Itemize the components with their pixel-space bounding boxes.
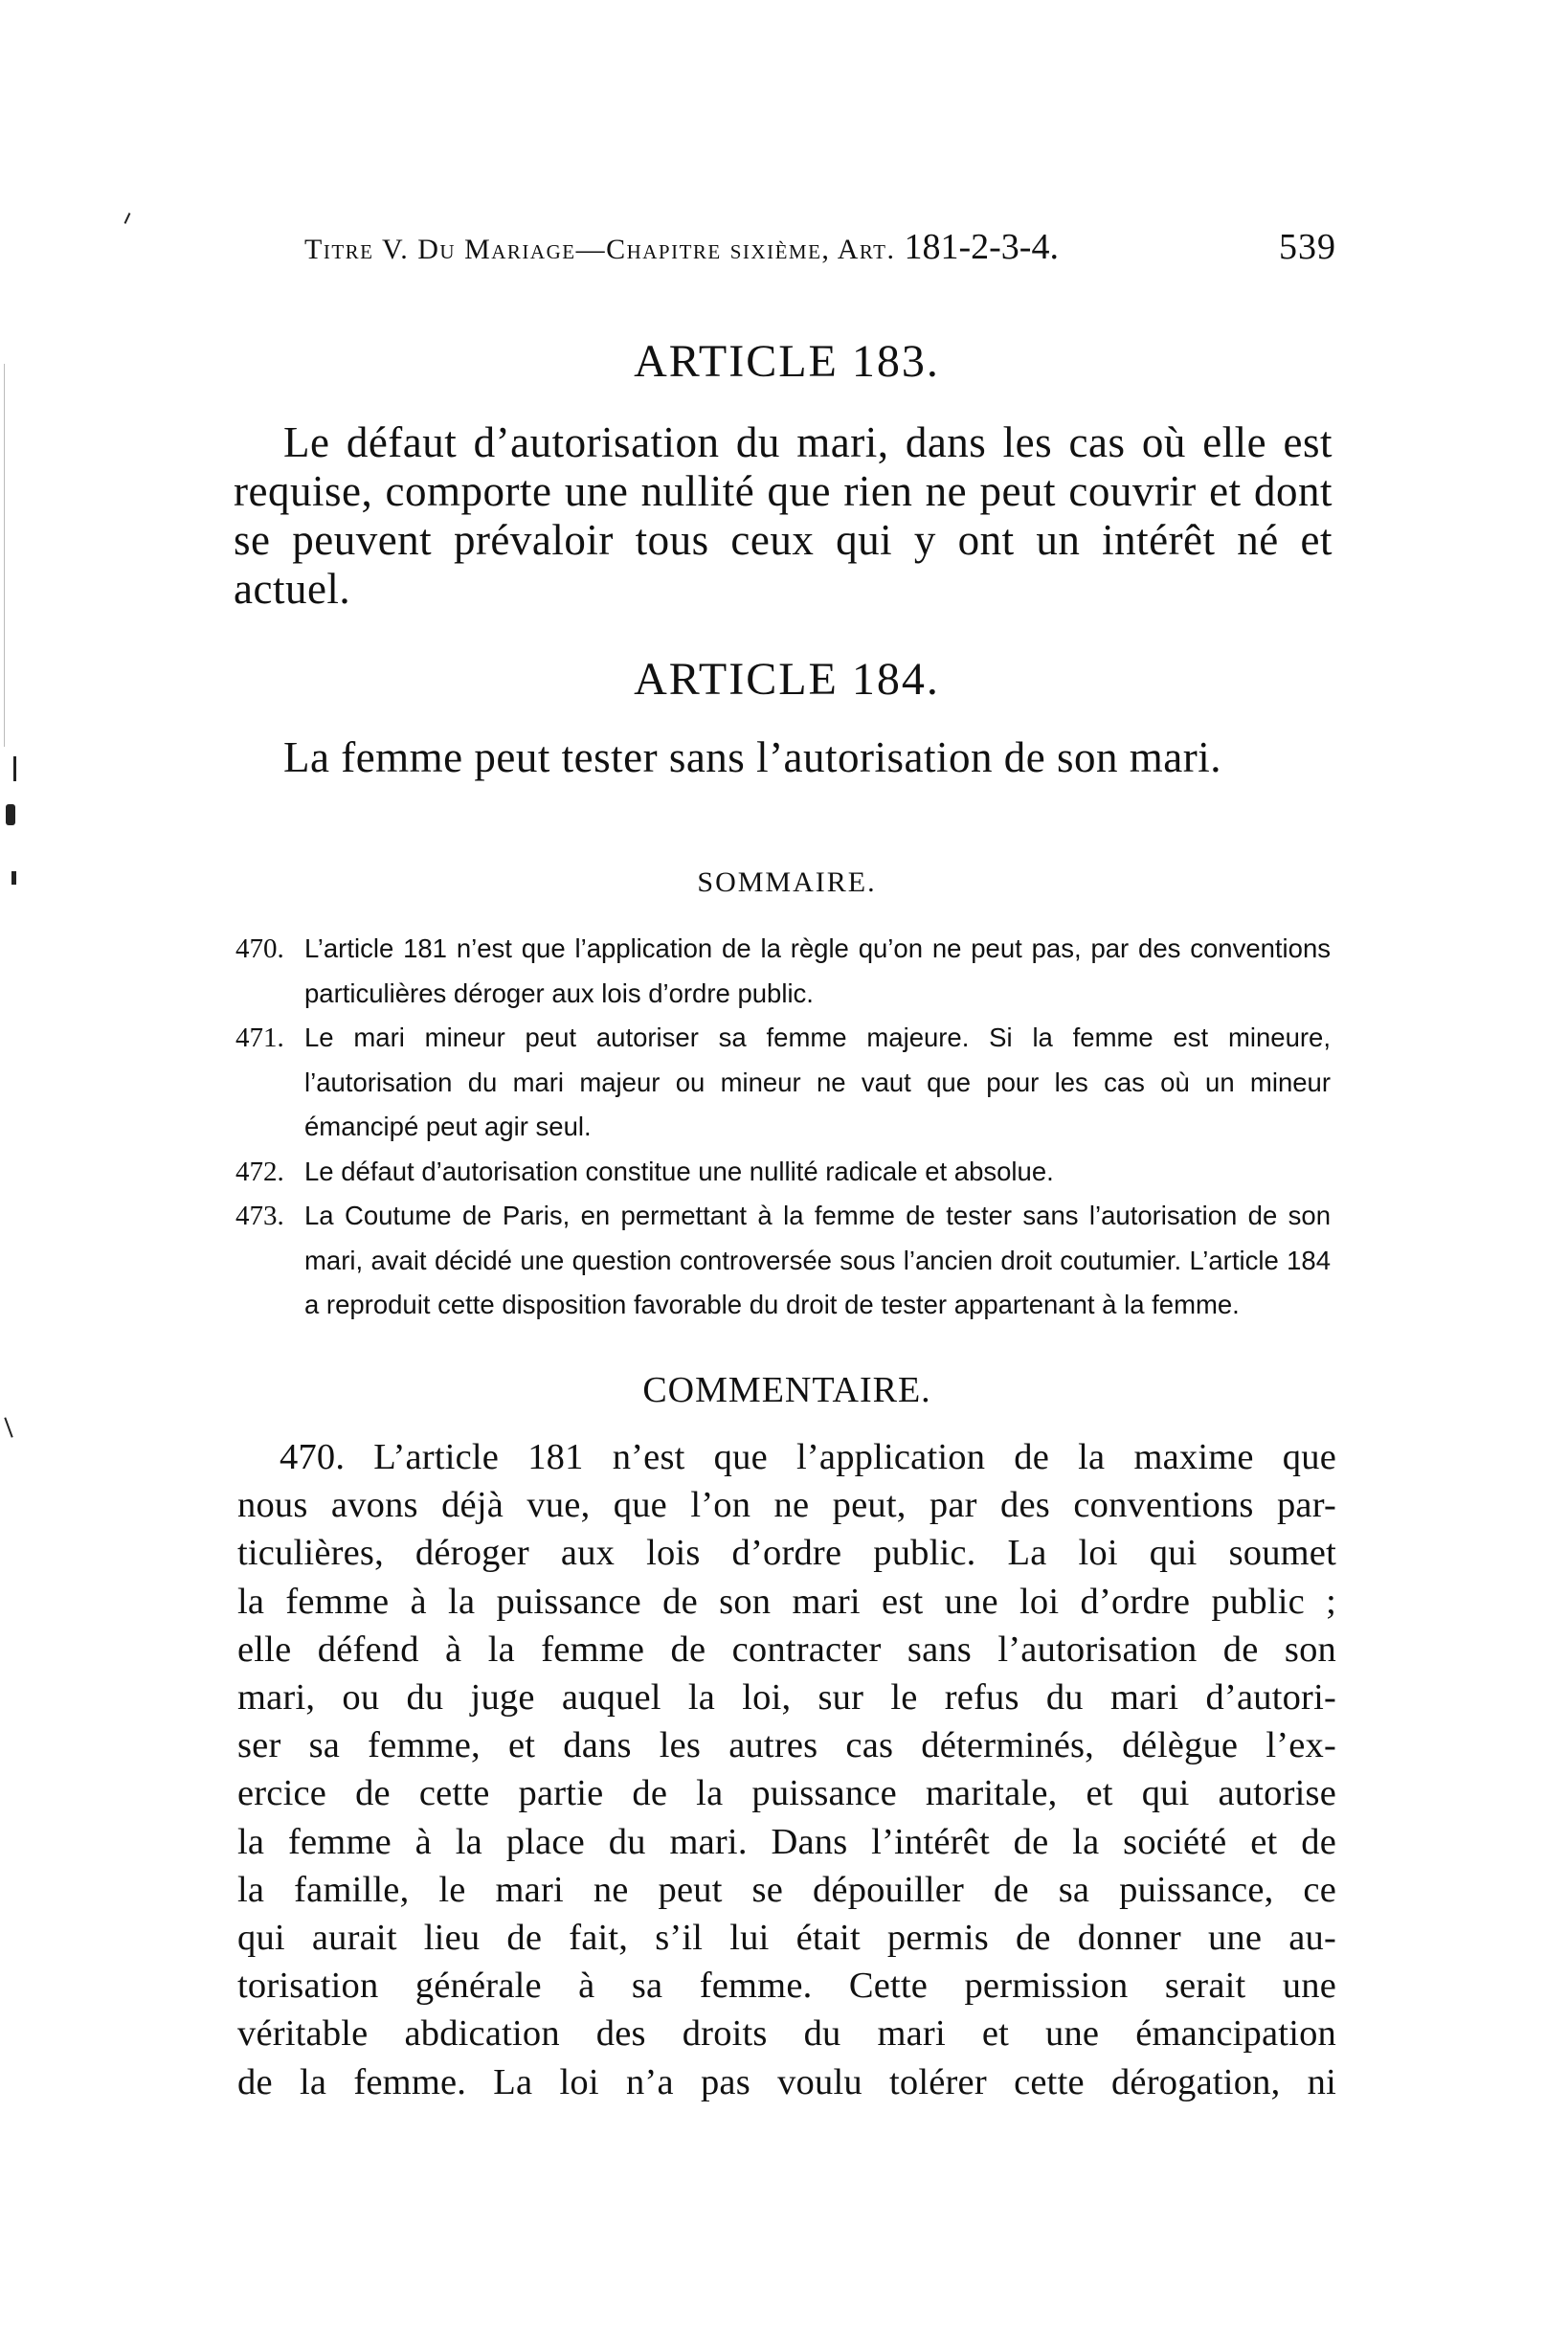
sommaire-item-number: 470. xyxy=(235,933,284,964)
sommaire-item-text: Le mari mineur peut autoriser sa femme majeure. Si la femme est mineure, l’autorisation du mari majeur ou mineur ne vaut que pour les cas où un mineur émancipé peut agir seul. xyxy=(304,1022,1331,1141)
commentaire-line: véritable abdication des droits du mari et une émancipation xyxy=(237,2013,1336,2055)
commentaire-line: ticulières, déroger aux lois d’ordre public. La loi qui soumet xyxy=(237,1533,1336,1574)
commentaire-line: ercice de cette partie de la puissance maritale, et qui autorise xyxy=(237,1773,1336,1814)
article-183-heading: ARTICLE 183. xyxy=(634,336,940,387)
sommaire-item xyxy=(235,1016,1336,1150)
sommaire-item xyxy=(235,927,1336,1016)
article-183-text xyxy=(234,418,1333,614)
commentaire-line: 470. L’article 181 n’est que l’application de la maxime que xyxy=(280,1437,1336,1477)
sommaire-item-number: 473. xyxy=(235,1201,284,1231)
running-head-title-text: Titre V. Du Mariage—Chapitre sixième, Art. xyxy=(304,234,896,265)
scan-mark xyxy=(11,871,16,885)
sommaire-item-text: La Coutume de Paris, en permettant à la femme de tester sans l’autorisation de son mari, avait décidé une question controversée sous l’ancien droit coutumier. L’article 184 a reproduit cette disposition favorable du droit de tester appartenant à la femme. xyxy=(304,1201,1331,1319)
article-184-text-content: La femme peut tester sans l’autorisation de son mari. xyxy=(283,733,1221,781)
page-number: 539 xyxy=(1279,227,1336,267)
commentaire-line: nous avons déjà vue, que l’on ne peut, par des conventions par- xyxy=(237,1485,1336,1526)
article-183-text-content: Le défaut d’autorisation du mari, dans les cas où elle est requise, comporte une nullité que rien ne peut couvrir et dont se peuvent prévaloir tous ceux qui y ont un intérêt né et actuel. xyxy=(234,418,1333,613)
scan-mark xyxy=(13,756,16,781)
running-head-title xyxy=(304,226,1059,268)
commentaire-line: la femme à la puissance de son mari est une loi d’ordre public ; xyxy=(237,1581,1336,1622)
sommaire-item-text: L’article 181 n’est que l’application de la règle qu’on ne peut pas, par des conventions particulières déroger aux lois d’ordre public. xyxy=(304,933,1331,1008)
sommaire-item-number: 472. xyxy=(235,1156,284,1187)
sommaire-heading: SOMMAIRE. xyxy=(697,866,877,898)
sommaire-item-number: 471. xyxy=(235,1022,284,1053)
commentaire-line: ser sa femme, et dans les autres cas déterminés, délègue l’ex- xyxy=(237,1725,1336,1766)
article-184-text xyxy=(234,733,1333,782)
commentaire-line: elle défend à la femme de contracter sans l’autorisation de son xyxy=(237,1629,1336,1670)
scan-mark xyxy=(4,1417,12,1437)
sommaire-list xyxy=(235,927,1336,1328)
running-head-articles: 181-2-3-4. xyxy=(904,227,1059,267)
commentaire-line: la famille, le mari ne peut se dépouiller de sa puissance, ce xyxy=(237,1869,1336,1910)
sommaire-item xyxy=(235,1150,1336,1195)
scan-mark xyxy=(4,364,5,747)
commentaire-line: la femme à la place du mari. Dans l’intérêt de la société et de xyxy=(237,1821,1336,1862)
scan-mark xyxy=(124,213,131,224)
commentaire-line: mari, ou du juge auquel la loi, sur le refus du mari d’autori- xyxy=(237,1677,1336,1719)
commentaire-body xyxy=(237,1433,1336,2106)
commentaire-heading: COMMENTAIRE. xyxy=(642,1370,931,1410)
commentaire-line: de la femme. La loi n’a pas voulu tolérer cette dérogation, ni xyxy=(237,2061,1336,2102)
sommaire-item-text: Le défaut d’autorisation constitue une nullité radicale et absolue. xyxy=(304,1156,1054,1186)
running-head xyxy=(304,226,1336,274)
sommaire-item xyxy=(235,1194,1336,1328)
scan-mark xyxy=(6,804,15,825)
article-184-heading: ARTICLE 184. xyxy=(634,654,940,705)
commentaire-line: torisation générale à sa femme. Cette permission serait une xyxy=(237,1966,1336,2007)
commentaire-line: qui aurait lieu de fait, s’il lui était permis de donner une au- xyxy=(237,1918,1336,1959)
